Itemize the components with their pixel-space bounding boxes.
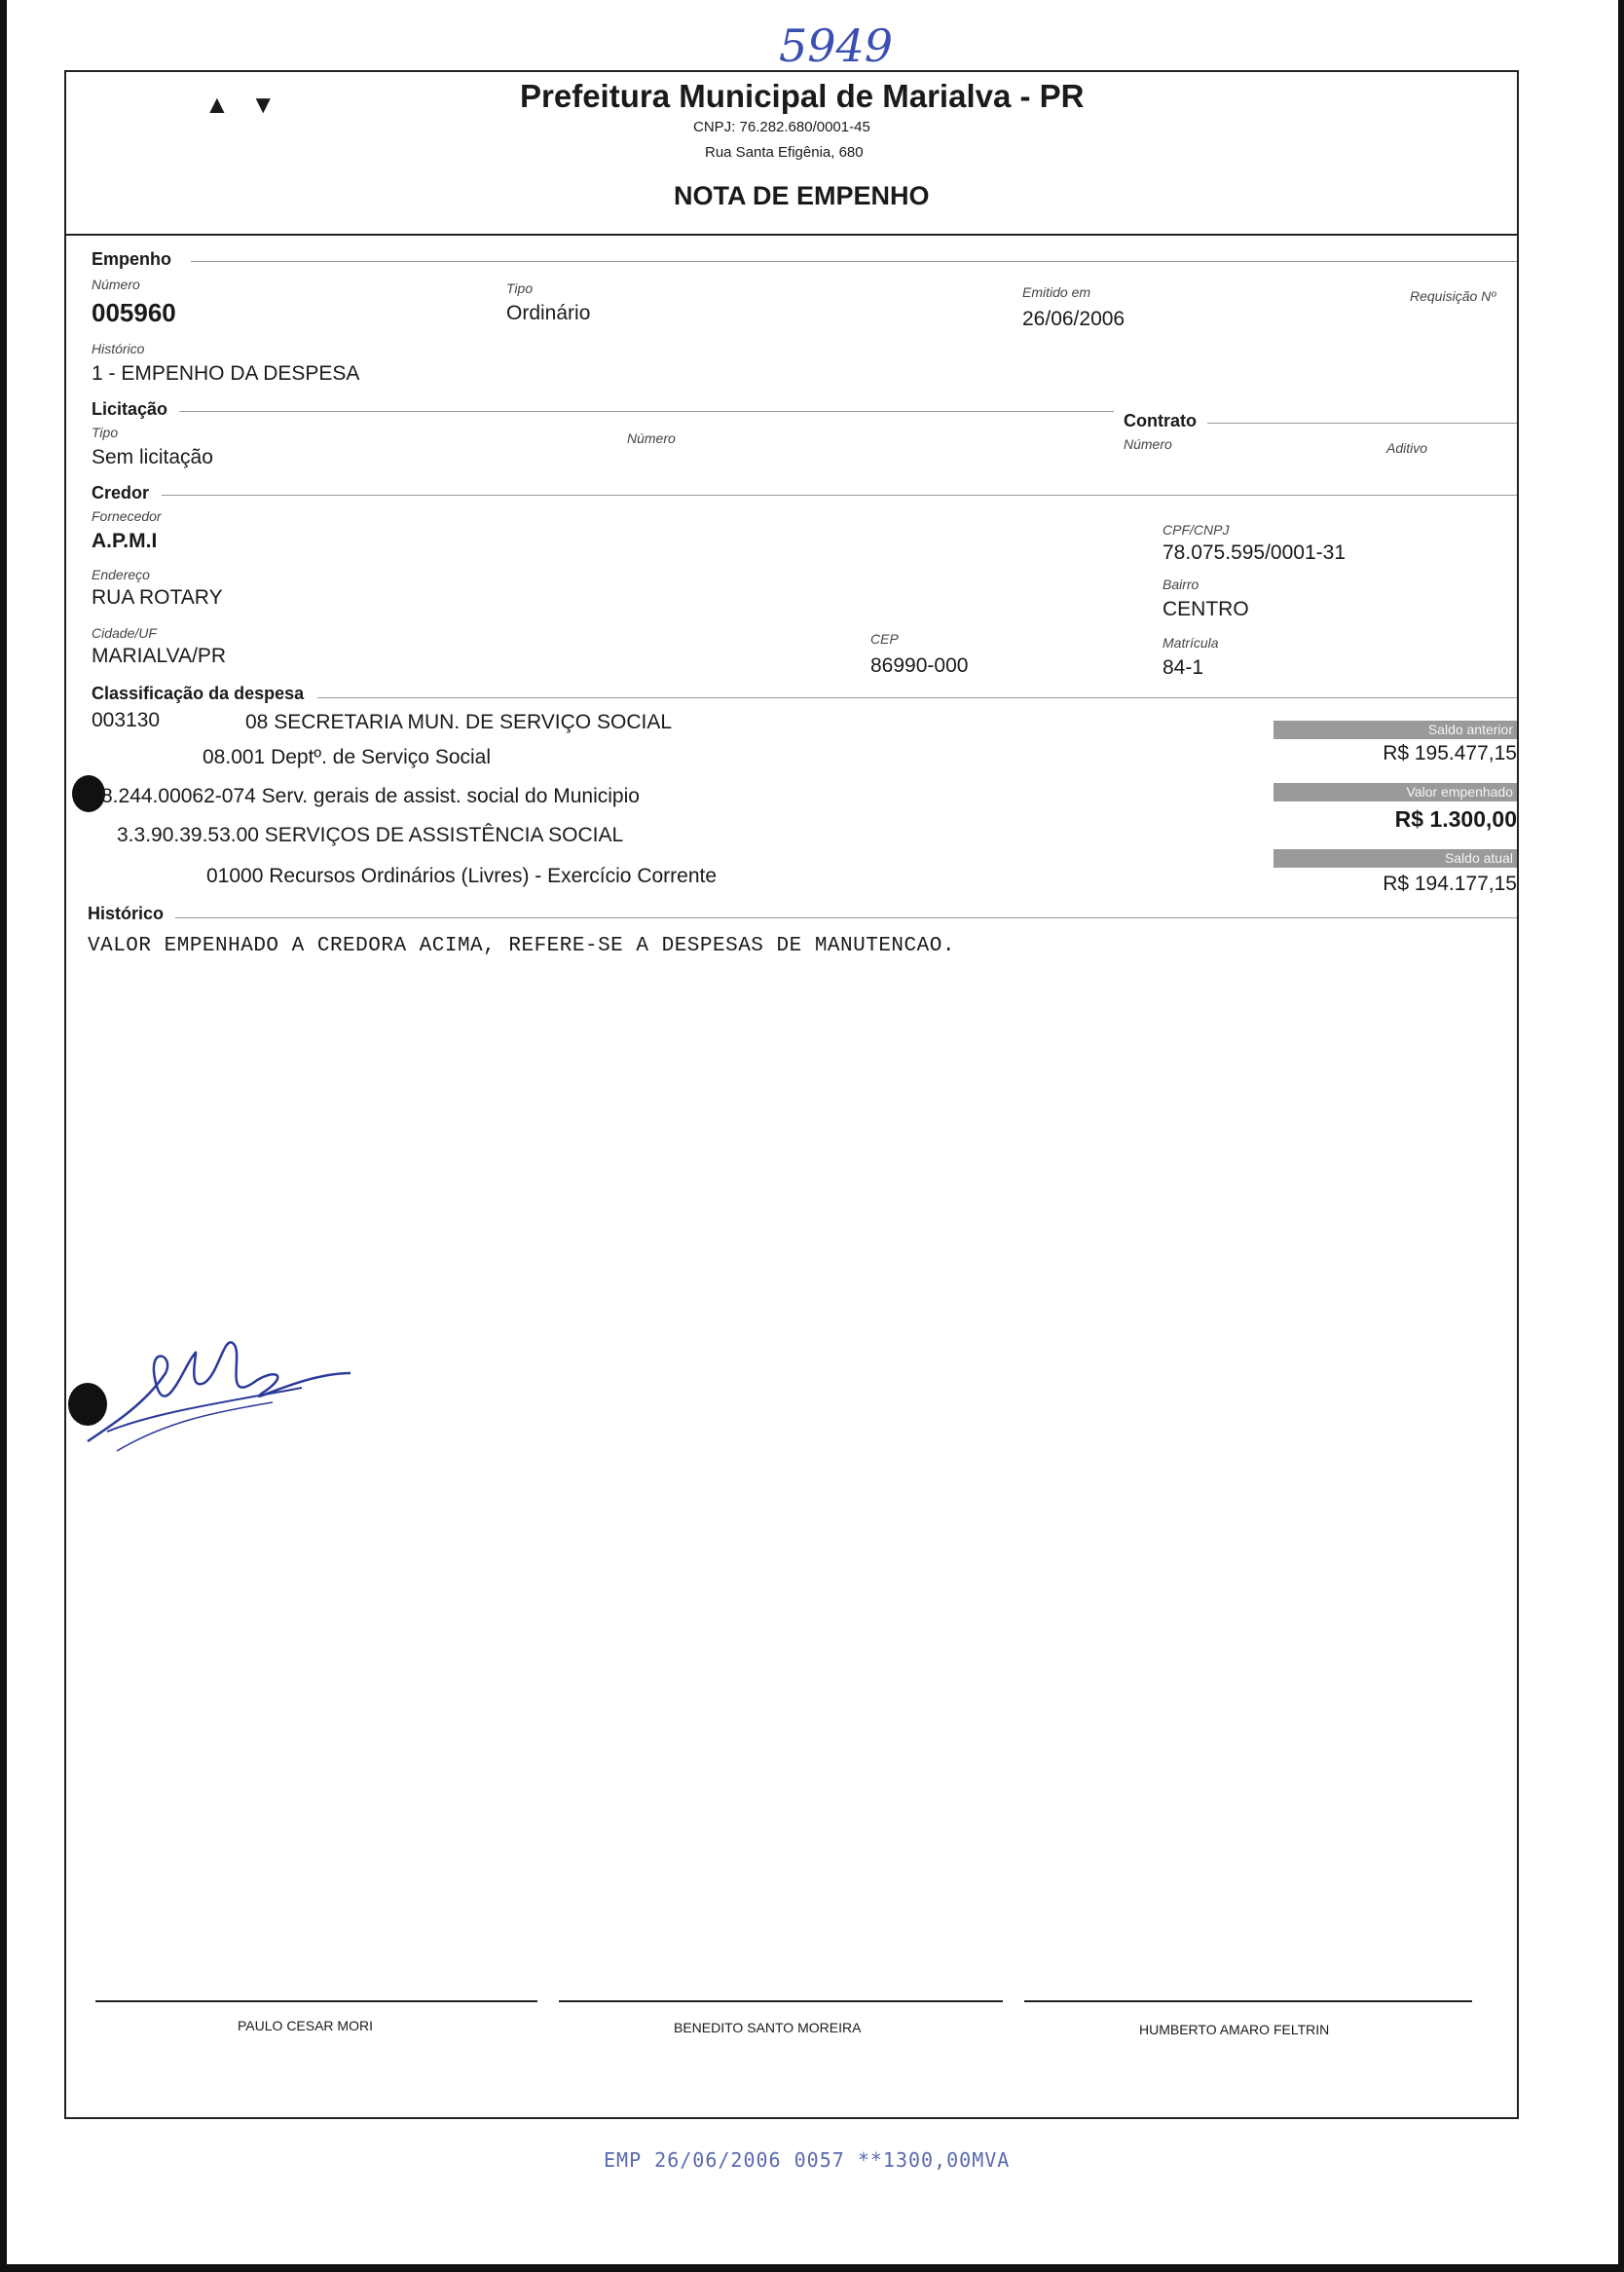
cep-label: CEP	[870, 631, 899, 647]
saldo-anterior: R$ 195.477,15	[1383, 742, 1517, 764]
header-title: Prefeitura Municipal de Marialva - PR	[520, 78, 1085, 114]
licitacao-tipo: Sem licitação	[92, 446, 213, 468]
cidade-label: Cidade/UF	[92, 625, 157, 641]
scan-edge-right	[1618, 0, 1624, 2272]
doc-title: NOTA DE EMPENHO	[674, 181, 930, 210]
licitacao-tipo-label: Tipo	[92, 425, 119, 440]
header-address: Rua Santa Efigênia, 680	[705, 144, 864, 161]
cidade-value: MARIALVA/PR	[92, 645, 227, 667]
contrato-rule	[1207, 423, 1517, 424]
valor-empenhado-badge: Valor empenhado	[1273, 783, 1517, 801]
fornecedor-label: Fornecedor	[92, 508, 162, 524]
emitido-date: 26/06/2006	[1022, 308, 1126, 330]
scan-edge-bottom	[0, 2264, 1624, 2272]
punch-hole-top	[72, 775, 105, 812]
header-cnpj: CNPJ: 76.282.680/0001-45	[693, 119, 870, 135]
classificacao-rule	[317, 697, 1517, 698]
empenho-rule	[191, 261, 1517, 262]
cpf-value: 78.075.595/0001-31	[1163, 541, 1347, 564]
logo-marks: ▲ ▼	[204, 90, 277, 119]
header-divider	[64, 234, 1519, 236]
requisicao-label: Requisição Nº	[1410, 288, 1496, 304]
empenho-numero-label: Número	[92, 277, 140, 292]
signature-name-2: BENEDITO SANTO MOREIRA	[674, 2020, 862, 2035]
empenho-tipo-label: Tipo	[506, 280, 534, 296]
classificacao-code: 003130	[92, 709, 161, 731]
signature-line-3	[1024, 2000, 1472, 2002]
classificacao-recurso: 01000 Recursos Ordinários (Livres) - Exercício Corrente	[206, 865, 718, 887]
classificacao-programa: 8.244.00062-074 Serv. gerais de assist. social do Municipio	[101, 785, 640, 807]
emitido-label: Emitido em	[1022, 284, 1091, 300]
authentication-stamp: EMP 26/06/2006 0057 **1300,00MVA	[604, 2148, 1011, 2172]
saldo-anterior-badge: Saldo anterior	[1273, 721, 1517, 739]
bairro-label: Bairro	[1163, 577, 1200, 592]
contrato-numero-label: Número	[1124, 436, 1172, 452]
classificacao-elemento: 3.3.90.39.53.00 SERVIÇOS DE ASSISTÊNCIA SOCIAL	[117, 824, 624, 846]
saldo-atual: R$ 194.177,15	[1383, 873, 1517, 895]
signature-name-1: PAULO CESAR MORI	[238, 2018, 373, 2033]
bairro-value: CENTRO	[1163, 598, 1249, 620]
historico-section-label: Histórico	[88, 904, 165, 923]
fornecedor-name: A.P.M.I	[92, 530, 158, 552]
licitacao-section-label: Licitação	[92, 399, 168, 419]
classificacao-secretaria: 08 SECRETARIA MUN. DE SERVIÇO SOCIAL	[245, 711, 673, 733]
empenho-historico: 1 - EMPENHO DA DESPESA	[92, 362, 360, 385]
classificacao-section-label: Classificação da despesa	[92, 684, 305, 703]
credor-rule	[162, 495, 1517, 496]
contrato-section-label: Contrato	[1124, 411, 1197, 430]
licitacao-numero-label: Número	[627, 430, 676, 446]
empenho-tipo: Ordinário	[506, 302, 591, 324]
empenho-section-label: Empenho	[92, 249, 172, 269]
handwritten-signature	[78, 1305, 370, 1461]
valor-empenhado: R$ 1.300,00	[1394, 806, 1517, 832]
classificacao-departamento: 08.001 Deptº. de Serviço Social	[203, 746, 492, 768]
credor-section-label: Credor	[92, 483, 150, 503]
signature-line-1	[95, 2000, 537, 2002]
historico-rule	[175, 917, 1517, 918]
scan-edge-left	[0, 0, 7, 2272]
cep-value: 86990-000	[870, 654, 969, 677]
signature-name-3: HUMBERTO AMARO FELTRIN	[1139, 2022, 1330, 2037]
licitacao-rule	[179, 411, 1114, 412]
saldo-atual-badge: Saldo atual	[1273, 849, 1517, 868]
historico-text: VALOR EMPENHADO A CREDORA ACIMA, REFERE-SE A DESPESAS DE MANUTENCAO.	[88, 935, 955, 957]
empenho-historico-label: Histórico	[92, 341, 145, 356]
handwritten-page-number: 5949	[779, 19, 894, 72]
matricula-value: 84-1	[1163, 656, 1204, 679]
matricula-label: Matrícula	[1163, 635, 1219, 651]
endereco-value: RUA ROTARY	[92, 586, 223, 609]
signature-line-2	[559, 2000, 1003, 2002]
cpf-label: CPF/CNPJ	[1163, 522, 1230, 538]
endereco-label: Endereço	[92, 567, 150, 582]
contrato-aditivo-label: Aditivo	[1386, 440, 1428, 456]
empenho-numero: 005960	[92, 298, 176, 327]
